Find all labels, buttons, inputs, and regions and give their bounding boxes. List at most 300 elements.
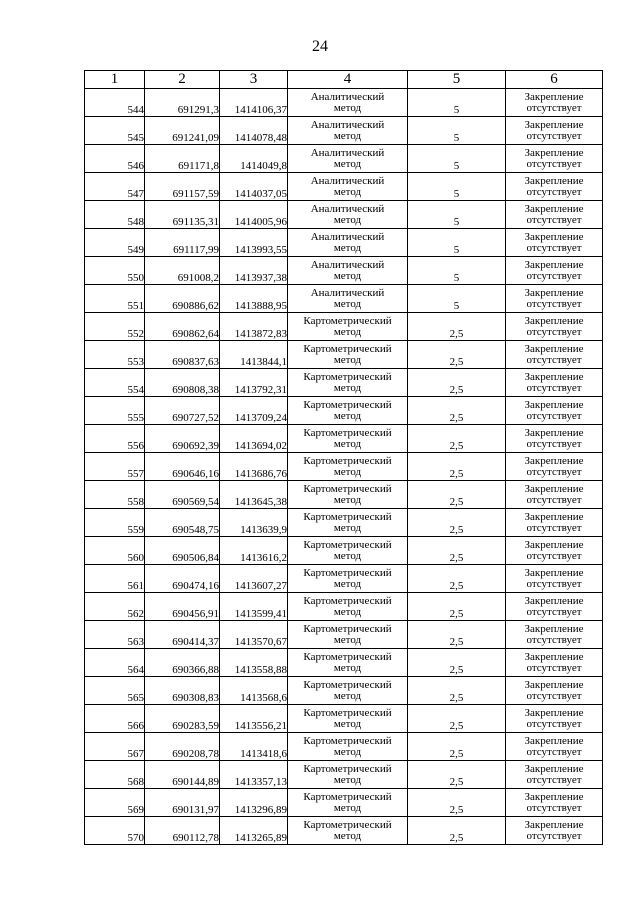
table-body (85, 89, 603, 845)
fixing-line-2: отсутствует (526, 661, 582, 674)
accuracy-cell: 5 (408, 145, 506, 173)
y-coordinate-cell: 1413558,88 (220, 649, 288, 677)
table-row (85, 229, 603, 257)
accuracy-cell: 2,5 (408, 341, 506, 369)
fixing-line-1: Закрепление (524, 230, 584, 243)
fixing-cell (506, 425, 603, 453)
table-row (85, 257, 603, 285)
method-line-2: метод (333, 129, 362, 142)
fixing-cell (506, 817, 603, 845)
accuracy-cell: 5 (408, 173, 506, 201)
method-line-2: метод (333, 297, 362, 310)
x-coordinate-cell: 690837,63 (145, 341, 220, 369)
y-coordinate-cell: 1413872,83 (220, 313, 288, 341)
point-number-cell: 567 (85, 733, 145, 761)
x-coordinate-cell: 691135,31 (145, 201, 220, 229)
fixing-line-1: Закрепление (524, 566, 584, 579)
method-line-1: Картометрический (303, 790, 392, 803)
x-coordinate-cell: 690366,88 (145, 649, 220, 677)
point-number-cell: 546 (85, 145, 145, 173)
fixing-line-2: отсутствует (526, 493, 582, 506)
fixing-line-1: Закрепление (524, 426, 584, 439)
accuracy-cell: 2,5 (408, 565, 506, 593)
fixing-line-1: Закрепление (524, 762, 584, 775)
point-number-cell: 565 (85, 677, 145, 705)
fixing-line-1: Закрепление (524, 286, 584, 299)
table-row (85, 565, 603, 593)
y-coordinate-cell: 1414078,48 (220, 117, 288, 145)
method-cell (288, 565, 408, 593)
table-row (85, 789, 603, 817)
fixing-cell (506, 397, 603, 425)
table-row (85, 621, 603, 649)
fixing-cell (506, 593, 603, 621)
accuracy-cell: 2,5 (408, 509, 506, 537)
accuracy-cell: 2,5 (408, 649, 506, 677)
method-line-2: метод (333, 381, 362, 394)
method-line-1: Картометрический (303, 482, 392, 495)
accuracy-cell: 2,5 (408, 593, 506, 621)
accuracy-cell: 2,5 (408, 677, 506, 705)
x-coordinate-cell: 690414,37 (145, 621, 220, 649)
point-number-cell: 568 (85, 761, 145, 789)
method-line-2: метод (333, 101, 362, 114)
method-cell (288, 537, 408, 565)
fixing-cell (506, 649, 603, 677)
fixing-line-1: Закрепление (524, 342, 584, 355)
method-line-2: метод (333, 325, 362, 338)
method-line-2: метод (333, 269, 362, 282)
y-coordinate-cell: 1413844,1 (220, 341, 288, 369)
point-number-cell: 550 (85, 257, 145, 285)
fixing-cell (506, 117, 603, 145)
y-coordinate-cell: 1413568,6 (220, 677, 288, 705)
accuracy-cell: 2,5 (408, 425, 506, 453)
fixing-line-2: отсутствует (526, 269, 582, 282)
y-coordinate-cell: 1414106,37 (220, 89, 288, 117)
fixing-line-2: отсутствует (526, 101, 582, 114)
method-line-2: метод (333, 605, 362, 618)
method-line-1: Картометрический (303, 734, 392, 747)
fixing-cell (506, 537, 603, 565)
method-line-1: Аналитический (310, 118, 385, 131)
fixing-line-1: Закрепление (524, 314, 584, 327)
table-row (85, 733, 603, 761)
point-number-cell: 553 (85, 341, 145, 369)
method-line-2: метод (333, 829, 362, 842)
fixing-cell (506, 285, 603, 313)
point-number-cell: 545 (85, 117, 145, 145)
fixing-line-2: отсутствует (526, 549, 582, 562)
point-number-cell: 556 (85, 425, 145, 453)
method-cell (288, 593, 408, 621)
y-coordinate-cell: 1413599,41 (220, 593, 288, 621)
method-line-2: метод (333, 633, 362, 646)
table-row (85, 425, 603, 453)
fixing-line-1: Закрепление (524, 454, 584, 467)
method-line-2: метод (333, 661, 362, 674)
accuracy-cell: 5 (408, 117, 506, 145)
accuracy-cell: 2,5 (408, 761, 506, 789)
fixing-line-1: Закрепление (524, 258, 584, 271)
column-header: 5 (408, 71, 506, 89)
method-cell (288, 733, 408, 761)
point-number-cell: 559 (85, 509, 145, 537)
method-cell (288, 425, 408, 453)
fixing-line-2: отсутствует (526, 325, 582, 338)
method-line-1: Картометрический (303, 622, 392, 635)
method-cell (288, 285, 408, 313)
method-line-2: метод (333, 185, 362, 198)
method-line-1: Аналитический (310, 230, 385, 243)
fixing-cell (506, 201, 603, 229)
fixing-line-1: Закрепление (524, 734, 584, 747)
point-number-cell: 547 (85, 173, 145, 201)
fixing-line-2: отсутствует (526, 465, 582, 478)
fixing-line-1: Закрепление (524, 370, 584, 383)
method-line-1: Картометрический (303, 454, 392, 467)
method-line-2: метод (333, 437, 362, 450)
point-number-cell: 566 (85, 705, 145, 733)
fixing-cell (506, 173, 603, 201)
method-line-2: метод (333, 689, 362, 702)
x-coordinate-cell: 690569,54 (145, 481, 220, 509)
method-line-1: Картометрический (303, 398, 392, 411)
fixing-cell (506, 789, 603, 817)
accuracy-cell: 5 (408, 201, 506, 229)
column-header: 1 (85, 71, 145, 89)
point-number-cell: 564 (85, 649, 145, 677)
y-coordinate-cell: 1413694,02 (220, 425, 288, 453)
fixing-line-1: Закрепление (524, 90, 584, 103)
y-coordinate-cell: 1413639,9 (220, 509, 288, 537)
x-coordinate-cell: 691117,99 (145, 229, 220, 257)
y-coordinate-cell: 1413993,55 (220, 229, 288, 257)
method-line-1: Картометрический (303, 762, 392, 775)
table-row (85, 705, 603, 733)
accuracy-cell: 5 (408, 229, 506, 257)
fixing-line-2: отсутствует (526, 157, 582, 170)
method-line-1: Картометрический (303, 594, 392, 607)
x-coordinate-cell: 690506,84 (145, 537, 220, 565)
table-row (85, 285, 603, 313)
fixing-line-2: отсутствует (526, 689, 582, 702)
fixing-cell (506, 705, 603, 733)
fixing-cell (506, 509, 603, 537)
method-line-1: Картометрический (303, 314, 392, 327)
header-row (85, 71, 603, 89)
point-number-cell: 544 (85, 89, 145, 117)
y-coordinate-cell: 1413357,13 (220, 761, 288, 789)
accuracy-cell: 2,5 (408, 733, 506, 761)
fixing-line-1: Закрепление (524, 622, 584, 635)
table-row (85, 593, 603, 621)
y-coordinate-cell: 1413296,89 (220, 789, 288, 817)
method-line-2: метод (333, 409, 362, 422)
x-coordinate-cell: 690727,52 (145, 397, 220, 425)
fixing-line-2: отсутствует (526, 829, 582, 842)
method-line-2: метод (333, 353, 362, 366)
fixing-line-2: отсутствует (526, 801, 582, 814)
accuracy-cell: 2,5 (408, 397, 506, 425)
y-coordinate-cell: 1413792,31 (220, 369, 288, 397)
method-line-2: метод (333, 745, 362, 758)
method-line-2: метод (333, 773, 362, 786)
point-number-cell: 563 (85, 621, 145, 649)
method-cell (288, 705, 408, 733)
table-row (85, 173, 603, 201)
fixing-line-2: отсутствует (526, 241, 582, 254)
fixing-cell (506, 257, 603, 285)
fixing-line-2: отсутствует (526, 437, 582, 450)
accuracy-cell: 2,5 (408, 453, 506, 481)
accuracy-cell: 2,5 (408, 817, 506, 845)
accuracy-cell: 5 (408, 257, 506, 285)
method-cell (288, 649, 408, 677)
point-number-cell: 562 (85, 593, 145, 621)
x-coordinate-cell: 690283,59 (145, 705, 220, 733)
method-cell (288, 453, 408, 481)
table-row (85, 453, 603, 481)
y-coordinate-cell: 1413888,95 (220, 285, 288, 313)
fixing-cell (506, 761, 603, 789)
fixing-line-1: Закрепление (524, 202, 584, 215)
table-row (85, 817, 603, 845)
table-row (85, 481, 603, 509)
table-row (85, 369, 603, 397)
table-row (85, 341, 603, 369)
coordinates-table (84, 70, 603, 845)
fixing-cell (506, 229, 603, 257)
fixing-line-1: Закрепление (524, 146, 584, 159)
method-line-1: Картометрический (303, 566, 392, 579)
y-coordinate-cell: 1413607,27 (220, 565, 288, 593)
fixing-line-2: отсутствует (526, 185, 582, 198)
column-header: 4 (288, 71, 408, 89)
fixing-line-1: Закрепление (524, 818, 584, 831)
x-coordinate-cell: 690692,39 (145, 425, 220, 453)
y-coordinate-cell: 1414037,05 (220, 173, 288, 201)
method-line-1: Аналитический (310, 174, 385, 187)
x-coordinate-cell: 690548,75 (145, 509, 220, 537)
x-coordinate-cell: 690886,62 (145, 285, 220, 313)
fixing-line-2: отсутствует (526, 129, 582, 142)
accuracy-cell: 2,5 (408, 313, 506, 341)
method-line-1: Картометрический (303, 426, 392, 439)
method-cell (288, 201, 408, 229)
fixing-line-1: Закрепление (524, 538, 584, 551)
accuracy-cell: 2,5 (408, 481, 506, 509)
fixing-line-2: отсутствует (526, 409, 582, 422)
accuracy-cell: 5 (408, 89, 506, 117)
fixing-cell (506, 369, 603, 397)
method-line-1: Аналитический (310, 258, 385, 271)
fixing-cell (506, 621, 603, 649)
method-cell (288, 397, 408, 425)
method-line-2: метод (333, 493, 362, 506)
fixing-line-1: Закрепление (524, 650, 584, 663)
method-cell (288, 117, 408, 145)
y-coordinate-cell: 1413616,2 (220, 537, 288, 565)
method-line-2: метод (333, 213, 362, 226)
method-line-2: метод (333, 801, 362, 814)
table-row (85, 201, 603, 229)
point-number-cell: 551 (85, 285, 145, 313)
fixing-cell (506, 481, 603, 509)
page-number: 24 (312, 38, 328, 55)
x-coordinate-cell: 690131,97 (145, 789, 220, 817)
method-line-1: Аналитический (310, 286, 385, 299)
x-coordinate-cell: 690144,89 (145, 761, 220, 789)
point-number-cell: 552 (85, 313, 145, 341)
fixing-line-1: Закрепление (524, 482, 584, 495)
fixing-line-2: отсутствует (526, 633, 582, 646)
fixing-line-2: отсутствует (526, 577, 582, 590)
table-row (85, 677, 603, 705)
method-cell (288, 481, 408, 509)
fixing-line-2: отсутствует (526, 605, 582, 618)
method-line-1: Картометрический (303, 510, 392, 523)
method-line-1: Картометрический (303, 538, 392, 551)
point-number-cell: 554 (85, 369, 145, 397)
x-coordinate-cell: 691171,8 (145, 145, 220, 173)
method-line-1: Картометрический (303, 678, 392, 691)
column-header: 3 (220, 71, 288, 89)
method-cell (288, 173, 408, 201)
point-number-cell: 560 (85, 537, 145, 565)
fixing-line-2: отсутствует (526, 297, 582, 310)
table-row (85, 649, 603, 677)
table-row (85, 145, 603, 173)
method-line-1: Картометрический (303, 818, 392, 831)
table-row (85, 117, 603, 145)
method-line-2: метод (333, 717, 362, 730)
y-coordinate-cell: 1414005,96 (220, 201, 288, 229)
y-coordinate-cell: 1413556,21 (220, 705, 288, 733)
accuracy-cell: 2,5 (408, 621, 506, 649)
fixing-line-2: отсутствует (526, 213, 582, 226)
method-line-2: метод (333, 465, 362, 478)
column-header: 2 (145, 71, 220, 89)
method-line-1: Аналитический (310, 146, 385, 159)
fixing-line-1: Закрепление (524, 706, 584, 719)
x-coordinate-cell: 691008,2 (145, 257, 220, 285)
method-cell (288, 369, 408, 397)
fixing-line-2: отсутствует (526, 381, 582, 394)
fixing-cell (506, 677, 603, 705)
fixing-cell (506, 145, 603, 173)
fixing-line-2: отсутствует (526, 773, 582, 786)
fixing-line-2: отсутствует (526, 353, 582, 366)
point-number-cell: 549 (85, 229, 145, 257)
table-row (85, 313, 603, 341)
y-coordinate-cell: 1413709,24 (220, 397, 288, 425)
y-coordinate-cell: 1413265,89 (220, 817, 288, 845)
table-row (85, 761, 603, 789)
fixing-cell (506, 733, 603, 761)
method-line-2: метод (333, 241, 362, 254)
x-coordinate-cell: 690862,64 (145, 313, 220, 341)
accuracy-cell: 2,5 (408, 789, 506, 817)
method-cell (288, 89, 408, 117)
x-coordinate-cell: 690646,16 (145, 453, 220, 481)
column-header: 6 (506, 71, 603, 89)
method-line-1: Картометрический (303, 650, 392, 663)
method-line-2: метод (333, 157, 362, 170)
fixing-cell (506, 341, 603, 369)
method-cell (288, 229, 408, 257)
x-coordinate-cell: 690808,38 (145, 369, 220, 397)
accuracy-cell: 5 (408, 285, 506, 313)
accuracy-cell: 2,5 (408, 705, 506, 733)
method-cell (288, 257, 408, 285)
fixing-line-2: отсутствует (526, 521, 582, 534)
method-cell (288, 341, 408, 369)
y-coordinate-cell: 1413645,38 (220, 481, 288, 509)
fixing-line-1: Закрепление (524, 678, 584, 691)
method-cell (288, 761, 408, 789)
point-number-cell: 558 (85, 481, 145, 509)
accuracy-cell: 2,5 (408, 369, 506, 397)
x-coordinate-cell: 690112,78 (145, 817, 220, 845)
method-cell (288, 313, 408, 341)
method-line-2: метод (333, 549, 362, 562)
x-coordinate-cell: 691291,3 (145, 89, 220, 117)
fixing-line-2: отсутствует (526, 717, 582, 730)
y-coordinate-cell: 1413418,6 (220, 733, 288, 761)
y-coordinate-cell: 1413686,76 (220, 453, 288, 481)
y-coordinate-cell: 1414049,8 (220, 145, 288, 173)
method-cell (288, 817, 408, 845)
method-line-1: Аналитический (310, 202, 385, 215)
x-coordinate-cell: 691157,59 (145, 173, 220, 201)
fixing-line-1: Закрепление (524, 594, 584, 607)
method-cell (288, 621, 408, 649)
y-coordinate-cell: 1413937,38 (220, 257, 288, 285)
point-number-cell: 555 (85, 397, 145, 425)
method-line-1: Картометрический (303, 706, 392, 719)
fixing-line-1: Закрепление (524, 510, 584, 523)
method-cell (288, 789, 408, 817)
table-row (85, 89, 603, 117)
fixing-cell (506, 313, 603, 341)
y-coordinate-cell: 1413570,67 (220, 621, 288, 649)
table-row (85, 509, 603, 537)
x-coordinate-cell: 691241,09 (145, 117, 220, 145)
method-line-1: Картометрический (303, 342, 392, 355)
point-number-cell: 570 (85, 817, 145, 845)
method-line-1: Картометрический (303, 370, 392, 383)
fixing-cell (506, 89, 603, 117)
table-row (85, 537, 603, 565)
fixing-cell (506, 453, 603, 481)
table-row (85, 397, 603, 425)
point-number-cell: 557 (85, 453, 145, 481)
fixing-line-1: Закрепление (524, 790, 584, 803)
fixing-cell (506, 565, 603, 593)
fixing-line-2: отсутствует (526, 745, 582, 758)
point-number-cell: 561 (85, 565, 145, 593)
method-line-1: Аналитический (310, 90, 385, 103)
fixing-line-1: Закрепление (524, 398, 584, 411)
x-coordinate-cell: 690208,78 (145, 733, 220, 761)
fixing-line-1: Закрепление (524, 174, 584, 187)
method-cell (288, 509, 408, 537)
method-line-2: метод (333, 521, 362, 534)
method-line-2: метод (333, 577, 362, 590)
x-coordinate-cell: 690308,83 (145, 677, 220, 705)
accuracy-cell: 2,5 (408, 537, 506, 565)
